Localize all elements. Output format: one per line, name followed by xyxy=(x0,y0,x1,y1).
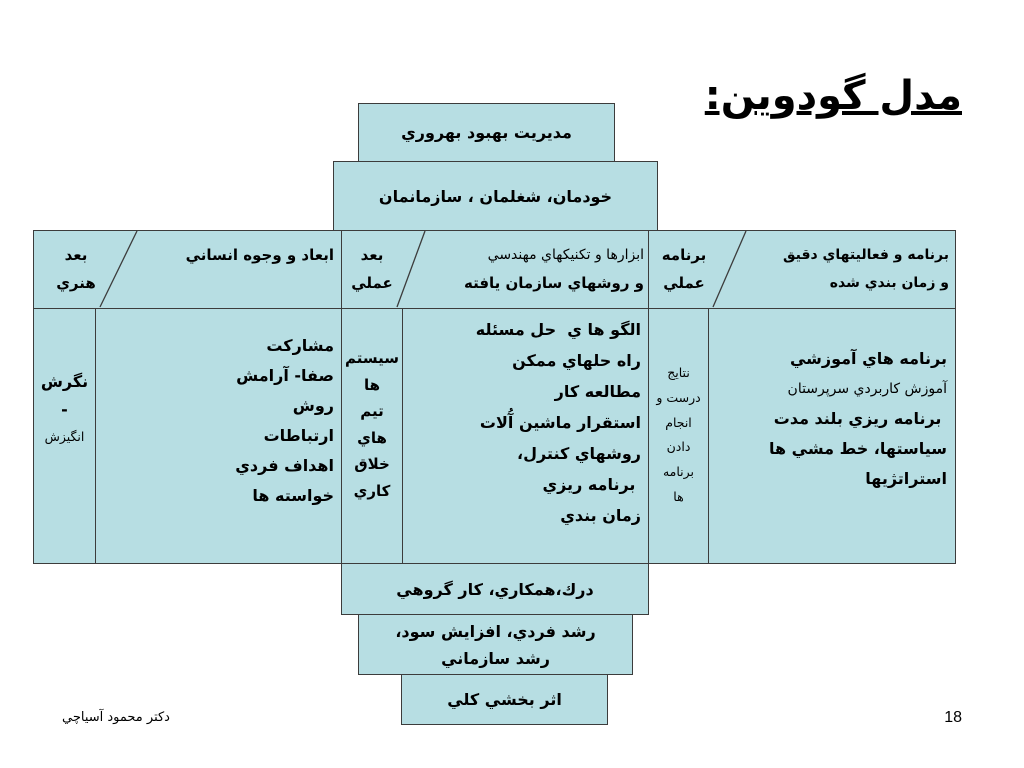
human-factors-list xyxy=(235,331,334,511)
effectiveness-box xyxy=(401,674,608,725)
result-item: دادن xyxy=(666,439,691,455)
program-item: سياستها، خط مشي ها xyxy=(768,439,947,458)
human-factors-column xyxy=(95,308,342,564)
method-item: مطالعه كار xyxy=(554,382,641,401)
practical-program-line: برنامه xyxy=(661,246,707,264)
method-item: الگو ها ي حل مسئله xyxy=(475,320,641,339)
precise-activities-line: و زمان بندي شده xyxy=(829,275,949,291)
scope-box xyxy=(333,161,658,231)
cooperation-label: درك،همكاري، كار گروهي xyxy=(396,579,594,599)
precise-activities-label xyxy=(783,241,949,297)
artistic-dimension-line: بعد xyxy=(64,246,88,264)
method-item: برنامه ريزي xyxy=(542,475,641,494)
attitude-item: انگيزش xyxy=(44,429,85,444)
result-item: ها xyxy=(673,488,684,504)
growth-box xyxy=(358,614,633,675)
methods-column xyxy=(402,308,649,564)
human-dimensions-label: ابعاد و وجوه انساني xyxy=(185,246,334,264)
program-item: برنامه ريزي بلند مدت xyxy=(773,409,947,428)
method-item: زمان بندي xyxy=(560,506,641,525)
engineering-tools-line: ابزارها و تكنيكهاي مهندسي xyxy=(487,247,644,263)
human-factor-item: خواسته ها xyxy=(252,486,334,505)
human-factor-item: ارتباطات xyxy=(263,426,334,445)
engineering-tools-label xyxy=(464,241,644,297)
program-item: آموزش كاربردي سرپرستان xyxy=(787,381,947,397)
creative-teams-item: ها xyxy=(363,375,381,394)
results-list xyxy=(649,361,708,510)
productivity-management-label: مديريت بهبود بهروري xyxy=(401,123,572,142)
programs-list xyxy=(769,344,947,494)
result-item: انجام xyxy=(665,414,692,430)
effectiveness-label: اثر بخشي كلي xyxy=(447,690,562,709)
scope-label: خودمان، شغلمان ، سازمانمان xyxy=(378,186,613,206)
methods-list xyxy=(476,314,641,531)
attitude-list xyxy=(34,368,95,451)
human-factor-item: صفا- آرامش xyxy=(236,366,334,385)
practical-dimension-line: عملي xyxy=(351,274,393,292)
program-item: استراتژيها xyxy=(865,469,947,488)
result-item: درست و xyxy=(656,389,701,405)
creative-teams-item: تيم xyxy=(360,402,384,421)
creative-teams-item: هاي xyxy=(357,428,387,447)
creative-teams-list xyxy=(342,345,402,505)
creative-teams-item: خلاق xyxy=(354,455,390,474)
practical-dimension-label xyxy=(345,241,399,297)
attitude-item: نگرش xyxy=(40,372,89,391)
programs-column xyxy=(708,308,956,564)
growth-line: رشد سازماني xyxy=(441,648,550,668)
human-factor-item: مشاركت xyxy=(266,336,334,355)
artistic-dimension-line: هنري xyxy=(56,274,96,292)
header-engineering-cell xyxy=(341,230,649,309)
creative-teams-column xyxy=(341,308,403,564)
human-factor-item: اهداف فردي xyxy=(235,456,334,475)
attitude-item: - xyxy=(61,399,68,419)
practical-dimension-line: بعد xyxy=(360,246,384,264)
results-column xyxy=(648,308,709,564)
slide-title: مدل گودوين: xyxy=(704,73,962,119)
header-program-cell xyxy=(648,230,956,309)
precise-activities-line: برنامه و فعاليتهاي دقيق xyxy=(783,247,949,263)
program-item: برنامه هاي آموزشي xyxy=(789,349,947,368)
practical-program-label xyxy=(652,241,716,297)
method-item: استقرار ماشين آُلات xyxy=(479,413,641,432)
engineering-tools-line: و روشهاي سازمان يافته xyxy=(463,274,644,292)
growth-line: رشد فردي، افزايش سود، xyxy=(395,621,596,641)
method-item: روشهاي كنترل، xyxy=(517,444,641,463)
page-number: 18 xyxy=(944,709,962,726)
creative-teams-item: كاري xyxy=(353,481,391,500)
attitude-column xyxy=(33,308,96,564)
footer-author: دكتر محمود آسياچي xyxy=(62,710,170,725)
header-human-cell xyxy=(33,230,342,309)
method-item: راه حلهاي ممكن xyxy=(512,351,641,370)
artistic-dimension-label xyxy=(37,241,115,297)
human-factor-item: روش xyxy=(292,396,334,415)
result-item: برنامه xyxy=(662,464,695,480)
productivity-management-box xyxy=(358,103,615,162)
cooperation-box xyxy=(341,563,649,615)
creative-teams-item: سيستم xyxy=(344,349,400,367)
result-item: نتايج xyxy=(667,365,690,380)
practical-program-line: عملي xyxy=(663,274,705,292)
